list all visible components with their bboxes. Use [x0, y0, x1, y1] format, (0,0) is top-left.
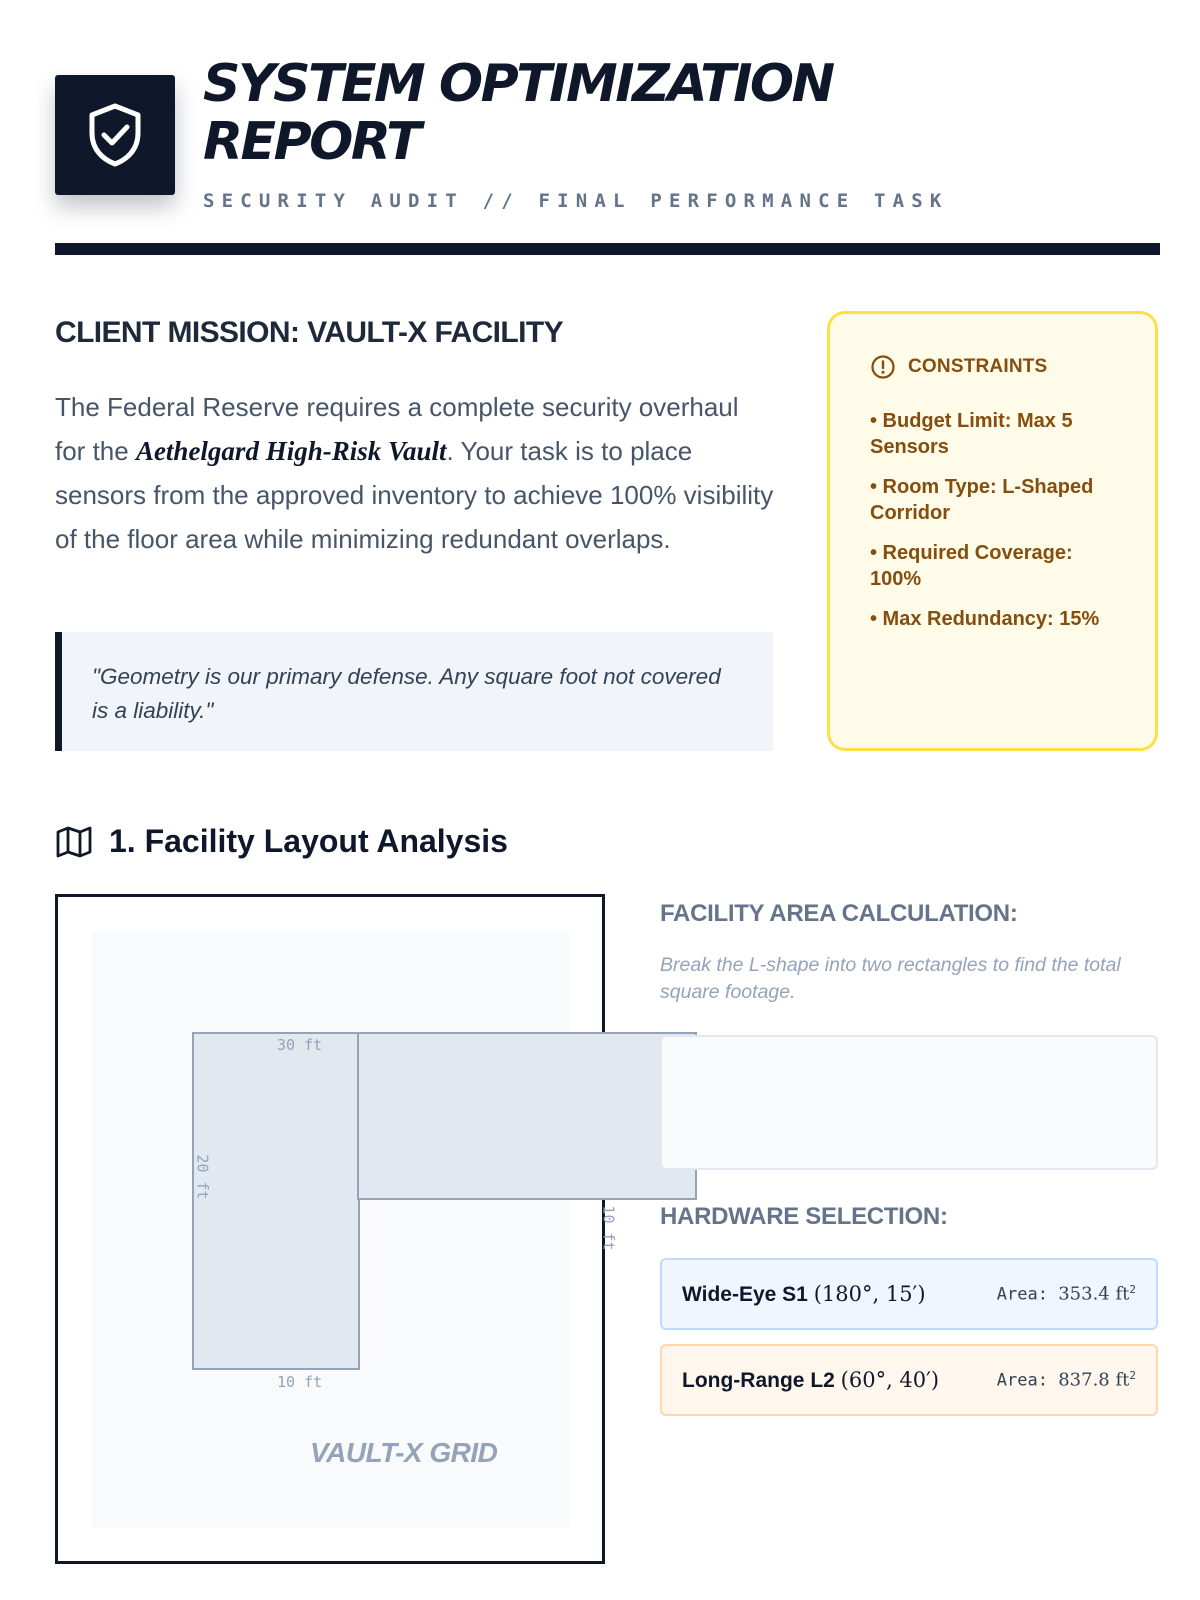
constraint-item: • Max Redundancy: 15% [870, 608, 1100, 630]
constraints-panel [827, 311, 1158, 751]
constraints-title: CONSTRAINTS [908, 356, 1048, 377]
hardware-spec: (180°, 15′) [813, 1281, 926, 1306]
area-exponent: 2 [1129, 1283, 1136, 1297]
mission-quote: "Geometry is our primary defense. Any square foot not covered is a liability." [55, 632, 773, 751]
mission-text-start: The Federal Reserve requires a complete security overhaul for the [55, 392, 739, 466]
section-title: 1. Facility Layout Analysis [109, 823, 508, 859]
map-icon [55, 825, 93, 859]
header-divider [55, 243, 1160, 255]
shield-check-icon [86, 102, 144, 168]
hardware-label: HARDWARE SELECTION: [660, 1203, 948, 1230]
mission-text-end: . Your task is to place sensors from the approved inventory to achieve 100% visibility of the floor area while minimizing redundant overlaps. [55, 436, 774, 554]
hardware-name [682, 1282, 926, 1307]
constraints-header [870, 354, 1115, 380]
area-calc-input[interactable] [660, 1035, 1158, 1170]
report-subtitle: SECURITY AUDIT // FINAL PERFORMANCE TASK [203, 190, 949, 212]
hardware-title: Long-Range L2 [682, 1368, 835, 1392]
hardware-area [997, 1369, 1136, 1391]
hardware-spec: (60°, 40′) [840, 1367, 940, 1392]
area-label: Area: [996, 1370, 1048, 1391]
area-label: Area: [996, 1284, 1048, 1305]
logo-badge [55, 75, 175, 195]
area-value: 353.4 ft [1058, 1283, 1130, 1305]
room-vertical-wing [192, 1032, 360, 1370]
section-facility-layout [55, 823, 508, 860]
hardware-name [682, 1368, 939, 1393]
mission-description [55, 385, 775, 561]
hardware-area [997, 1283, 1136, 1305]
hardware-option-long-range[interactable] [660, 1344, 1158, 1416]
area-calc-hint: Break the L-shape into two rectangles to find the total square footage. [660, 954, 1121, 1003]
area-calc-label: FACILITY AREA CALCULATION: [660, 900, 1018, 927]
dimension-left: 20 ft [193, 1154, 212, 1200]
area-value: 837.8 ft [1058, 1369, 1130, 1391]
hardware-title: Wide-Eye S1 [682, 1282, 808, 1306]
dimension-right: 10 ft [599, 1205, 618, 1251]
area-exponent: 2 [1129, 1369, 1136, 1383]
constraint-item: • Required Coverage: 100% [870, 542, 1073, 590]
grid-label: VAULT-X GRID [310, 1437, 498, 1468]
constraints-list [870, 408, 1115, 632]
mission-heading: CLIENT MISSION: VAULT-X FACILITY [55, 316, 564, 349]
alert-circle-icon [870, 354, 896, 380]
room-horizontal-wing [357, 1032, 697, 1200]
constraint-item: • Room Type: L-Shaped Corridor [870, 476, 1094, 524]
dimension-top: 30 ft [277, 1036, 323, 1054]
report-title: SYSTEM OPTIMIZATION REPORT [203, 54, 833, 172]
constraint-item: • Budget Limit: Max 5 Sensors [870, 410, 1073, 458]
dimension-bottom: 10 ft [277, 1373, 323, 1391]
hardware-option-wide-eye[interactable] [660, 1258, 1158, 1330]
vault-name: Aethelgard High-Risk Vault [135, 436, 447, 466]
